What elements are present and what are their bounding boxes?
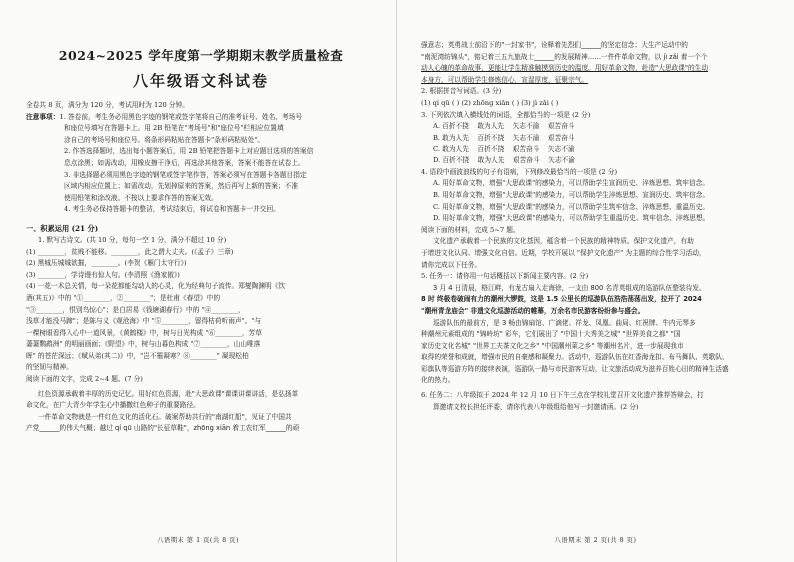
news-passage-line: 巡游队伍的最前方，是 3 畅由锦扇馆、广滴佬、祥龙、凤凰、曲局、红祝牌、牛内元琴多 bbox=[433, 318, 696, 327]
question-6-line: 6. 任务二：八年级拟于 2024 年 12 月 10 日下午三点在学校礼堂召开文化遗产推荐答辩会，打 bbox=[421, 391, 704, 400]
question-5-heading: 5. 任务一：请你用一句话概括以下新闻主要内容。(2 分) bbox=[421, 272, 589, 281]
reading-2-line: 请你完成以下任务。 bbox=[421, 260, 482, 269]
question-1-line: (4) 一花一木总关情，每一朵花都能勾动人的心灵，化为经典句子流传。郑燮陶渊明《饮 bbox=[26, 282, 286, 291]
question-3-option: D. 百折不挠 敢为人先 艰苦奋斗 矢志不渝 bbox=[433, 156, 575, 165]
reading-passage-line: 强意志；英勇战士前沿下的"一封家书"，诠释着先烈们______的坚定信念；大生产运动中的 bbox=[421, 41, 688, 49]
question-2-pinyin: (1) qí qū ( ) (2) zhōng xiān ( ) (3) jì zǎi ( ) bbox=[421, 98, 559, 107]
notice-item: 1. 答卷前，考生务必用黑色字迹的钢笔或签字笔将自己的准考证号、姓名、考场号 bbox=[59, 112, 303, 121]
notice-label: 注意事项： bbox=[26, 112, 60, 121]
question-4-option: C. 用好革命文物，增强"大思政课"的感染力，可以帮助学生筑牢信念、淬炼思想、重温历史。 bbox=[433, 202, 710, 211]
reading-passage-line: 产党______的伟大气概；越过 qí qū 山路的"长征草鞋"，zhōng xiān 着工农红军______的顽 bbox=[26, 424, 300, 433]
notice-item: 和座位号填写在答题卡上。用 2B 铅笔在"考场号"和"座位号"栏相应位置填 bbox=[64, 124, 284, 133]
news-passage-line: 彩旗队等巡游方阵的接续表演，巡游队一路与市民游客互动，让文旅活动成为滋养百姓心田的精神生活盛 bbox=[421, 364, 729, 373]
reading-passage-line: 一件革命文物就是一件红色文化的活化石。破案帮助共行的"南湖红船"，见证了中国共 bbox=[38, 412, 292, 421]
page-footer: 八语期末 第 2 页(共 8 页) bbox=[554, 537, 637, 544]
question-3-option: C. 敢为人先 百折不挠 艰苦奋斗 矢志不渝 bbox=[433, 144, 575, 153]
question-1-line: 晖" 的苍茫深远；《赋从弟(其二)》中，"岂不罹凝寒？⑧________" 凝现松柏 bbox=[26, 351, 249, 360]
section-heading: 一、积累运用 (21 分) bbox=[26, 223, 99, 233]
question-4-option: D. 用好革命文物，增强"大思政课"的感染力，可以帮助学生重温历史、筑牢信念、淬炼思想。 bbox=[433, 214, 710, 223]
reading-passage-line: 红色资源承载着丰厚的历史记忆。用好红色资源，赴"大思政课"课课讲课讲活，是弘扬革 bbox=[38, 389, 299, 398]
question-2-heading: 2. 根据拼音写词语。(3 分) bbox=[421, 87, 502, 96]
notice-item: 2. 作答选择题时，选出每小题答案后，用 2B 铅笔把答题卡上对应题目选项的答案信 bbox=[64, 147, 314, 156]
news-passage-line: 种潮州元素组成的 "锦岭坊" 彩车，它们展出了 "中国十大秀美之城" "世界美食之都" "国 bbox=[421, 330, 681, 339]
news-passage-line: 家历史文化名城" "世界工夫茶文化之乡" "中国潮州菜之乡" 等潮州名片，进一步展现我市 bbox=[421, 341, 684, 350]
notice-row-1 bbox=[26, 112, 376, 124]
question-1-line: 一棵树眼看得入心中一道风景，《黄鹤楼》中，树与日光构成 "⑥________，芳草 bbox=[26, 328, 262, 337]
reading-heading: 阅读下面的文字，完成 2~4 题。(7 分) bbox=[26, 375, 143, 384]
exam-subtitle: 八年级语文科试卷 bbox=[132, 72, 269, 90]
news-passage-line: 化的热力。 bbox=[421, 376, 455, 385]
question-1-line: "③________，恨别鸟惊心"；是白居易《钱塘湖春行》中的 "④________， bbox=[26, 305, 245, 314]
question-1-line: (3) ________，学诗谩有惊人句。(李清照《渔家傲》) bbox=[26, 270, 180, 279]
question-4-heading: 4. 语段中画波浪线的句子有语病，下列修改最恰当的一项是 (2 分) bbox=[421, 167, 618, 176]
question-4-option: A. 用好革命文物，增强"大思政课"的感染力，可以帮助学生宣润历史、淬炼思想、筑牢信念。 bbox=[433, 179, 710, 188]
notice-item: 区域内相应位置上；如需改动，先划掉原来的答案，然后再写上新的答案；不准 bbox=[64, 182, 299, 191]
notice-item: 4. 考生务必保持答题卡的整洁，考试结束后，将试卷和答题卡一并交回。 bbox=[64, 205, 280, 214]
reading-passage-line: 命文化，在广大青少年学生心中播撒红色种子的重要路径。 bbox=[26, 401, 200, 410]
news-passage-line: "潮州青龙庙会" 非遗文化巡游活动的帷幕，万余名市民游客纷纷参与盛会。 bbox=[421, 306, 645, 315]
reading-2-line: 于增进文化认同、增强文化自信。近期，学校开展以 "保护文化遗产" 为主题的综合性学习活动， bbox=[421, 248, 706, 257]
question-3-heading: 3. 下列依次填入横线处的词语，全都恰当的一项是 (2 分) bbox=[421, 110, 591, 119]
news-passage-line: 3 月 4 日清晨，格江畔，有龙古扇入走海徐，一支由 800 名青英组成的巡游队伍整装待发。 bbox=[433, 283, 706, 292]
reading-2-heading: 阅读下面的材料，完成 5~7 题。 bbox=[421, 225, 520, 234]
question-4-option: B. 用好革命文物，增强"大思政课"的感染力，可以帮助学生淬炼思想、宣润历史、筑牢信念。 bbox=[433, 190, 710, 199]
exam-page-2 bbox=[397, 0, 794, 562]
page-footer: 八语期末 第 1 页(共 8 页) bbox=[157, 537, 239, 544]
question-3-option: A. 百折不挠 敢为人先 矢志不渝 艰苦奋斗 bbox=[433, 122, 575, 131]
notice-item: 涂自己的考场号和座位号。将条形码粘贴在答题卡"条形码粘贴处"。 bbox=[64, 135, 265, 144]
exam-title: 2024~2025 学年度第一学期期末教学质量检查 bbox=[58, 48, 344, 63]
reading-passage-line: "南泥湾纺锦头"，铭记着三五九旅战士______的发展精神……一件件革命文物，以 jì zǎi 着一个个 bbox=[421, 52, 708, 61]
news-passage-line: 取得的荣誉和成就，增强市民的自豪感和凝聚力。活动中，巡游队伍在红香海龙扣、布马舞队、英歌队、 bbox=[421, 353, 729, 362]
notice-item: 息点涂黑；如需改动，用橡皮擦干净后，再选涂其他答案，答案不能答在试卷上。 bbox=[64, 158, 305, 167]
question-1-line: (2) 黑城压城城欲摧，________。(李贺《雁门太守行》) bbox=[26, 259, 187, 268]
wavy-underlined-sentence: 本身方，可以帮助学生修炼信心，宣湿厚度，征聚宗气。 bbox=[421, 75, 589, 84]
question-1-line: 萋萋鹦鹉洲" 的明丽画面；《野望》中，树与山暮色构成 "⑦________，山山唯落 bbox=[26, 340, 261, 349]
notice-item: 使用铅笔和涂改液。不按以上要求作答的答案无效。 bbox=[64, 193, 218, 202]
question-1-line: (1) ________，贫贱不能移。________，此之谓大丈夫。(《孟子》三章) bbox=[26, 247, 234, 256]
news-passage-line: 8 时 终极卷破闹有力的潮州大锣鼓，这是 1.5 公里长的巡游队伍浩浩荡荡出发，拉开了 2024 bbox=[421, 295, 702, 304]
wavy-underlined-sentence: 动人心魄的革命故事，更能让学生精准触摸到历史的温度。用好革命文物，赴造"大思政课"的生动 bbox=[421, 64, 709, 73]
question-1-line: 酒(其五)》中的 "①________，②________"；是杜甫《春望》中的 bbox=[26, 293, 221, 302]
question-1-line: 的坚韧与精神。 bbox=[26, 363, 73, 372]
notice-item: 3. 非选择题必须用黑色字迹的钢笔或签字笔作答，答案必须写在答题卡各题目指定 bbox=[64, 170, 307, 179]
exam-intro: 全卷共 8 页，满分为 120 分，考试用时为 120 分钟。 bbox=[26, 101, 189, 109]
question-1-line: 浅草才能没马蹄"；是陈与义《观沧海》中 "⑤________，留得枯荷听雨声"。"与 bbox=[26, 317, 262, 326]
reading-2-line: 文化遗产承载着一个民族的文化基因，蕴含着一个民族的精神特质。保护文化遗产，有助 bbox=[433, 237, 694, 246]
question-1-heading: 1. 默写古诗文。(共 10 分，每句一空 1 分，满分不超过 10 分) bbox=[38, 235, 227, 244]
question-3-option: B. 敢为人先 百折不挠 矢志不渝 艰苦奋斗 bbox=[433, 133, 575, 142]
question-6-line: 算邀请文校长担任评委，请你代表八年级组给他写一封邀请函。(2 分) bbox=[433, 402, 639, 411]
